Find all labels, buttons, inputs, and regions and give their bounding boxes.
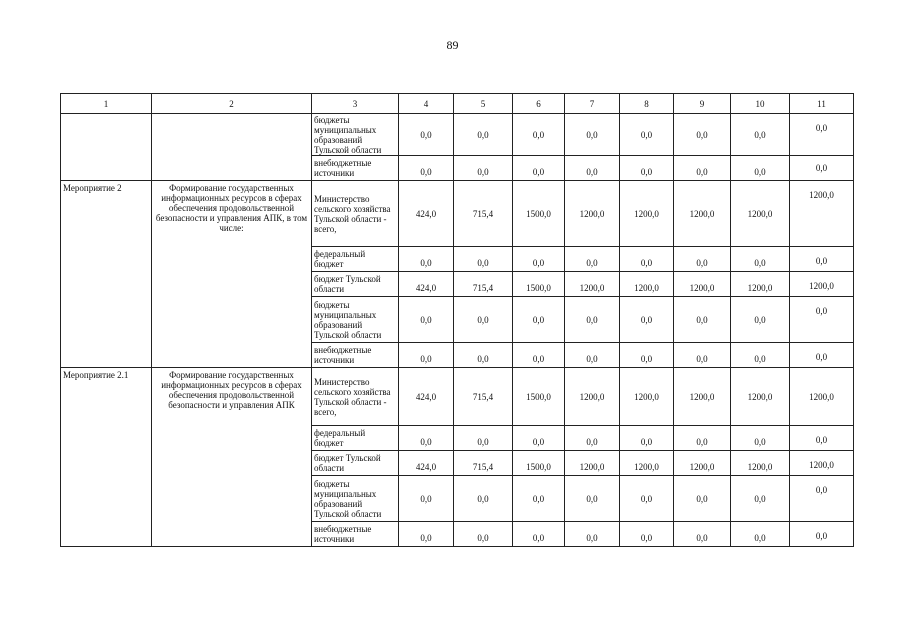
funding-source-cell: Министерство сельского хозяйства Тульской области - всего, bbox=[312, 181, 399, 247]
value-cell: 0,0 bbox=[454, 114, 513, 156]
funding-source-cell: федеральный бюджет bbox=[312, 426, 399, 451]
value-cell: 0,0 bbox=[399, 343, 454, 368]
value-cell: 1500,0 bbox=[513, 368, 565, 426]
funding-source-cell: бюджет Тульской области bbox=[312, 451, 399, 476]
value-cell: 0,0 bbox=[790, 522, 854, 547]
value-cell: 715,4 bbox=[454, 451, 513, 476]
table-body bbox=[61, 94, 854, 547]
value-cell: 1200,0 bbox=[674, 368, 731, 426]
value-cell: 715,4 bbox=[454, 181, 513, 247]
value-cell: 0,0 bbox=[731, 156, 790, 181]
value-cell: 0,0 bbox=[620, 114, 674, 156]
value-cell: 0,0 bbox=[790, 297, 854, 343]
value-cell: 0,0 bbox=[399, 522, 454, 547]
description-cell bbox=[152, 114, 312, 181]
value-cell: 0,0 bbox=[620, 426, 674, 451]
header-cell: 7 bbox=[565, 94, 620, 114]
header-cell: 4 bbox=[399, 94, 454, 114]
value-cell: 1200,0 bbox=[790, 272, 854, 297]
value-cell: 0,0 bbox=[674, 114, 731, 156]
value-cell: 0,0 bbox=[513, 522, 565, 547]
table-row bbox=[61, 114, 854, 156]
value-cell: 1200,0 bbox=[620, 451, 674, 476]
value-cell: 0,0 bbox=[399, 247, 454, 272]
value-cell: 0,0 bbox=[513, 476, 565, 522]
value-cell: 1200,0 bbox=[790, 451, 854, 476]
value-cell: 0,0 bbox=[790, 247, 854, 272]
value-cell: 0,0 bbox=[674, 522, 731, 547]
header-cell: 8 bbox=[620, 94, 674, 114]
value-cell: 1500,0 bbox=[513, 181, 565, 247]
budget-table bbox=[60, 93, 854, 547]
header-cell: 5 bbox=[454, 94, 513, 114]
value-cell: 0,0 bbox=[454, 343, 513, 368]
value-cell: 0,0 bbox=[513, 156, 565, 181]
value-cell: 0,0 bbox=[790, 343, 854, 368]
value-cell: 1200,0 bbox=[674, 272, 731, 297]
funding-source-cell: внебюджетные источники bbox=[312, 522, 399, 547]
value-cell: 0,0 bbox=[399, 297, 454, 343]
value-cell: 0,0 bbox=[674, 426, 731, 451]
table-row bbox=[61, 368, 854, 426]
value-cell: 0,0 bbox=[620, 476, 674, 522]
header-cell: 9 bbox=[674, 94, 731, 114]
value-cell: 0,0 bbox=[790, 114, 854, 156]
value-cell: 1200,0 bbox=[674, 181, 731, 247]
value-cell: 0,0 bbox=[513, 343, 565, 368]
page-number: 89 bbox=[446, 38, 459, 52]
value-cell: 424,0 bbox=[399, 451, 454, 476]
activity-cell: Мероприятие 2 bbox=[61, 181, 152, 368]
table-row bbox=[61, 181, 854, 247]
value-cell: 0,0 bbox=[674, 297, 731, 343]
value-cell: 0,0 bbox=[454, 426, 513, 451]
header-cell: 10 bbox=[731, 94, 790, 114]
value-cell: 1200,0 bbox=[565, 368, 620, 426]
value-cell: 715,4 bbox=[454, 272, 513, 297]
value-cell: 1200,0 bbox=[620, 272, 674, 297]
value-cell: 0,0 bbox=[674, 156, 731, 181]
header-cell: 1 bbox=[61, 94, 152, 114]
value-cell: 424,0 bbox=[399, 181, 454, 247]
value-cell: 1200,0 bbox=[731, 272, 790, 297]
value-cell: 1200,0 bbox=[731, 181, 790, 247]
value-cell: 1500,0 bbox=[513, 272, 565, 297]
header-cell: 3 bbox=[312, 94, 399, 114]
value-cell: 0,0 bbox=[399, 114, 454, 156]
description-cell: Формирование государственных информационных ресурсов в сферах обеспечения продовольственной безопасности и управления АПК, в том числе: bbox=[152, 181, 312, 368]
value-cell: 0,0 bbox=[620, 522, 674, 547]
funding-source-cell: бюджеты муниципальных образований Тульской области bbox=[312, 114, 399, 156]
description-cell: Формирование государственных информационных ресурсов в сферах обеспечения продовольственной безопасности и управления АПК bbox=[152, 368, 312, 547]
value-cell: 0,0 bbox=[565, 426, 620, 451]
value-cell: 1200,0 bbox=[565, 451, 620, 476]
value-cell: 0,0 bbox=[620, 343, 674, 368]
value-cell: 1200,0 bbox=[790, 181, 854, 247]
value-cell: 0,0 bbox=[565, 343, 620, 368]
header-cell: 11 bbox=[790, 94, 854, 114]
funding-source-cell: федеральный бюджет bbox=[312, 247, 399, 272]
value-cell: 0,0 bbox=[399, 156, 454, 181]
funding-source-cell: бюджеты муниципальных образований Тульской области bbox=[312, 297, 399, 343]
funding-source-cell: Министерство сельского хозяйства Тульской области - всего, bbox=[312, 368, 399, 426]
value-cell: 0,0 bbox=[454, 247, 513, 272]
value-cell: 0,0 bbox=[513, 114, 565, 156]
value-cell: 0,0 bbox=[454, 297, 513, 343]
value-cell: 0,0 bbox=[790, 156, 854, 181]
value-cell: 0,0 bbox=[565, 247, 620, 272]
value-cell: 0,0 bbox=[731, 522, 790, 547]
activity-cell bbox=[61, 114, 152, 181]
funding-source-cell: внебюджетные источники bbox=[312, 156, 399, 181]
value-cell: 0,0 bbox=[674, 476, 731, 522]
header-cell: 6 bbox=[513, 94, 565, 114]
value-cell: 0,0 bbox=[731, 426, 790, 451]
value-cell: 0,0 bbox=[565, 114, 620, 156]
value-cell: 0,0 bbox=[513, 426, 565, 451]
value-cell: 0,0 bbox=[454, 156, 513, 181]
header-row bbox=[61, 94, 854, 114]
value-cell: 424,0 bbox=[399, 368, 454, 426]
header-cell: 2 bbox=[152, 94, 312, 114]
activity-cell: Мероприятие 2.1 bbox=[61, 368, 152, 547]
value-cell: 0,0 bbox=[731, 343, 790, 368]
value-cell: 0,0 bbox=[620, 297, 674, 343]
value-cell: 0,0 bbox=[731, 297, 790, 343]
funding-source-cell: внебюджетные источники bbox=[312, 343, 399, 368]
value-cell: 0,0 bbox=[620, 247, 674, 272]
value-cell: 1200,0 bbox=[731, 451, 790, 476]
value-cell: 0,0 bbox=[620, 156, 674, 181]
value-cell: 1200,0 bbox=[620, 368, 674, 426]
value-cell: 424,0 bbox=[399, 272, 454, 297]
funding-source-cell: бюджет Тульской области bbox=[312, 272, 399, 297]
value-cell: 1200,0 bbox=[731, 368, 790, 426]
value-cell: 1500,0 bbox=[513, 451, 565, 476]
value-cell: 1200,0 bbox=[565, 181, 620, 247]
value-cell: 1200,0 bbox=[674, 451, 731, 476]
value-cell: 0,0 bbox=[565, 476, 620, 522]
value-cell: 0,0 bbox=[790, 476, 854, 522]
value-cell: 0,0 bbox=[565, 156, 620, 181]
value-cell: 0,0 bbox=[674, 247, 731, 272]
value-cell: 0,0 bbox=[790, 426, 854, 451]
value-cell: 0,0 bbox=[513, 247, 565, 272]
value-cell: 0,0 bbox=[731, 114, 790, 156]
value-cell: 1200,0 bbox=[565, 272, 620, 297]
value-cell: 715,4 bbox=[454, 368, 513, 426]
value-cell: 0,0 bbox=[565, 522, 620, 547]
funding-source-cell: бюджеты муниципальных образований Тульской области bbox=[312, 476, 399, 522]
value-cell: 0,0 bbox=[513, 297, 565, 343]
value-cell: 0,0 bbox=[565, 297, 620, 343]
value-cell: 0,0 bbox=[674, 343, 731, 368]
value-cell: 0,0 bbox=[454, 476, 513, 522]
value-cell: 0,0 bbox=[399, 476, 454, 522]
value-cell: 1200,0 bbox=[790, 368, 854, 426]
value-cell: 0,0 bbox=[731, 476, 790, 522]
value-cell: 0,0 bbox=[454, 522, 513, 547]
value-cell: 0,0 bbox=[731, 247, 790, 272]
value-cell: 1200,0 bbox=[620, 181, 674, 247]
value-cell: 0,0 bbox=[399, 426, 454, 451]
